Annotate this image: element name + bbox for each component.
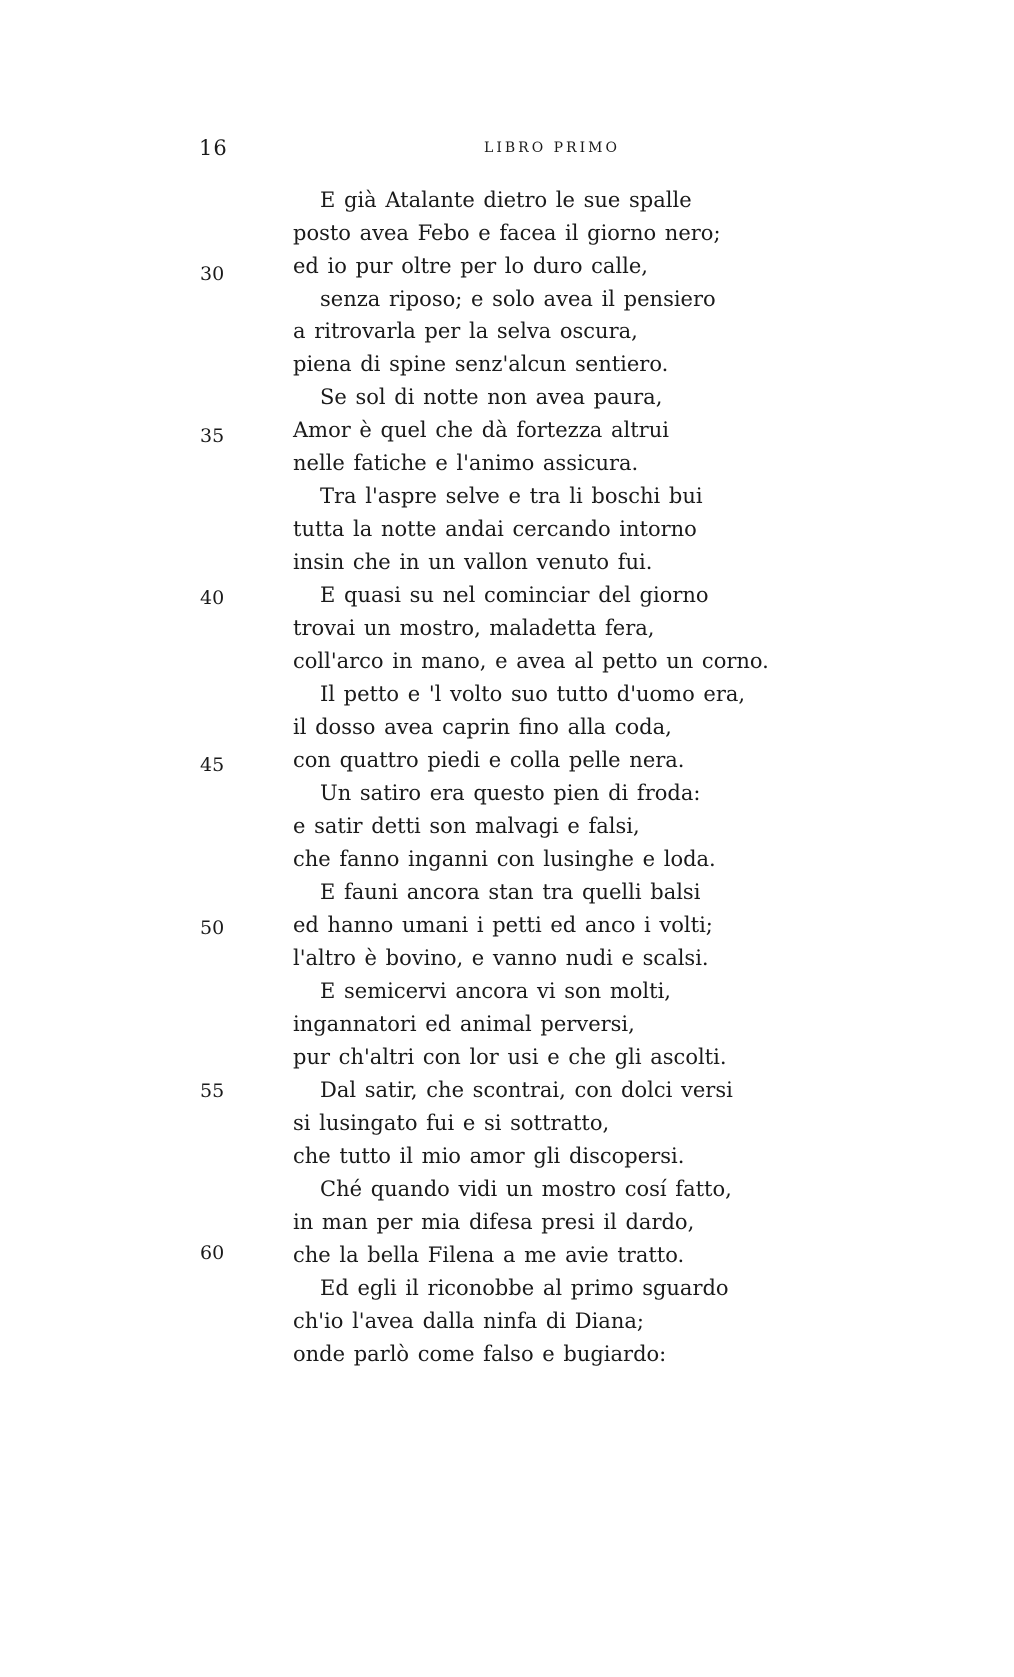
verse-line: E quasi su nel cominciar del giorno <box>320 583 709 607</box>
verse-line: che tutto il mio amor gli discopersi. <box>293 1144 685 1168</box>
verse-line: Tra l'aspre selve e tra li boschi bui <box>320 484 703 508</box>
verse-line: trovai un mostro, maladetta fera, <box>293 616 655 640</box>
verse-line: coll'arco in mano, e avea al petto un corno. <box>293 649 769 673</box>
line-number: 55 <box>200 1080 225 1102</box>
verse-line: Dal satir, che scontrai, con dolci versi <box>320 1078 733 1102</box>
verse-line: il dosso avea caprin fino alla coda, <box>293 715 672 739</box>
page-number: 16 <box>199 136 228 160</box>
line-number: 30 <box>200 263 225 285</box>
verse-line: ed hanno umani i petti ed anco i volti; <box>293 913 713 937</box>
verse-line: in man per mia difesa presi il dardo, <box>293 1210 695 1234</box>
verse-line: Ed egli il riconobbe al primo sguardo <box>320 1276 729 1300</box>
verse-line: onde parlò come falso e bugiardo: <box>293 1342 667 1366</box>
verse-line: E semicervi ancora vi son molti, <box>320 979 671 1003</box>
verse-line: Ché quando vidi un mostro cosí fatto, <box>320 1177 732 1201</box>
verse-line: ed io pur oltre per lo duro calle, <box>293 254 648 278</box>
verse-line: E fauni ancora stan tra quelli balsi <box>320 880 701 904</box>
verse-line: e satir detti son malvagi e falsi, <box>293 814 640 838</box>
verse-line: con quattro piedi e colla pelle nera. <box>293 748 685 772</box>
verse-line: Se sol di notte non avea paura, <box>320 385 663 409</box>
verse-line: insin che in un vallon venuto fui. <box>293 550 653 574</box>
verse-line: Un satiro era questo pien di froda: <box>320 781 701 805</box>
line-number: 60 <box>200 1242 225 1264</box>
verse-line: piena di spine senz'alcun sentiero. <box>293 352 669 376</box>
line-number: 40 <box>200 587 225 609</box>
verse-line: E già Atalante dietro le sue spalle <box>320 188 692 212</box>
verse-line: che la bella Filena a me avie tratto. <box>293 1243 685 1267</box>
verse-line: tutta la notte andai cercando intorno <box>293 517 697 541</box>
verse-line: ch'io l'avea dalla ninfa di Diana; <box>293 1309 644 1333</box>
verse-line: l'altro è bovino, e vanno nudi e scalsi. <box>293 946 709 970</box>
verse-line: Amor è quel che dà fortezza altrui <box>293 418 669 442</box>
verse-line: a ritrovarla per la selva oscura, <box>293 319 638 343</box>
verse-line: posto avea Febo e facea il giorno nero; <box>293 221 721 245</box>
line-number: 35 <box>200 425 225 447</box>
verse-line: senza riposo; e solo avea il pensiero <box>320 287 716 311</box>
running-head: LIBRO PRIMO <box>484 140 620 156</box>
verse-line: che fanno inganni con lusinghe e loda. <box>293 847 716 871</box>
line-number: 45 <box>200 754 225 776</box>
line-number: 50 <box>200 917 225 939</box>
verse-line: nelle fatiche e l'animo assicura. <box>293 451 639 475</box>
verse-line: si lusingato fui e si sottratto, <box>293 1111 610 1135</box>
verse-line: ingannatori ed animal perversi, <box>293 1012 635 1036</box>
verse-line: Il petto e 'l volto suo tutto d'uomo era, <box>320 682 746 706</box>
verse-line: pur ch'altri con lor usi e che gli ascolti. <box>293 1045 727 1069</box>
